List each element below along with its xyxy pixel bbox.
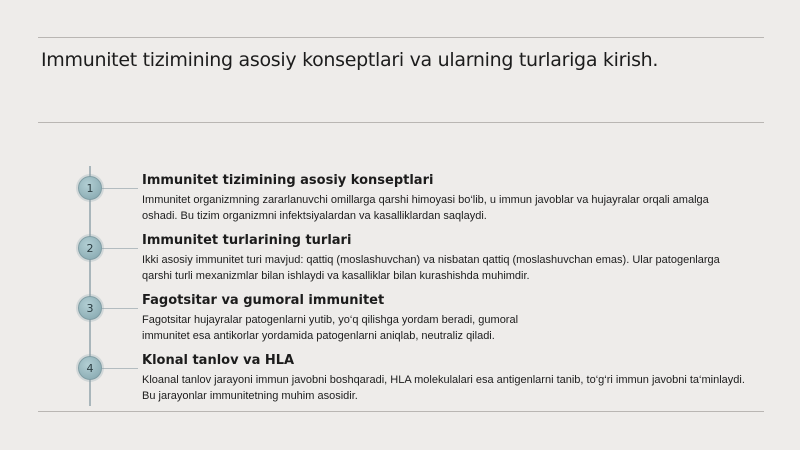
bottom-divider <box>38 411 764 412</box>
title-divider <box>38 122 764 123</box>
step-number-badge: 4 <box>78 356 102 380</box>
timeline-connector <box>102 308 138 309</box>
step-number-badge: 3 <box>78 296 102 320</box>
item-description-line: immunitet esa antikorlar yordamida patogenlarni aniqlab, neutraliz qiladi. <box>142 330 495 342</box>
item-title: Immunitet tizimining asosiy konseptlari <box>142 173 434 188</box>
step-number-badge: 2 <box>78 236 102 260</box>
timeline-connector <box>102 188 138 189</box>
timeline-connector <box>102 368 138 369</box>
item-title: Klonal tanlov va HLA <box>142 353 295 368</box>
item-title: Fagotsitar va gumoral immunitet <box>142 293 385 308</box>
step-number-badge: 1 <box>78 176 102 200</box>
timeline-item-2 <box>0 230 800 280</box>
item-description: Kloanal tanlov jarayoni immun javobni boshqaradi, HLA molekulalari esa antigenlarni tanib, to‘g‘ri immun javobni ta‘minlaydi. Bu jarayonlar immunitetning muhim asosidir. <box>142 374 745 402</box>
timeline-item-1 <box>0 170 800 220</box>
top-divider <box>38 37 764 38</box>
timeline-connector <box>102 248 138 249</box>
item-description-line: Fagotsitar hujayralar patogenlarni yutib, yo‘q qilishga yordam beradi, gumoral <box>142 314 519 326</box>
item-description: Immunitet organizmning zararlanuvchi omillarga qarshi himoyasi bo‘lib, u immun javoblar va hujayralar orqali amalga oshadi. Bu tizim organizmni infektsiyalardan va kasalliklardan saqlaydi. <box>142 194 709 222</box>
slide-title: Immunitet tizimining asosiy konseptlari va ularning turlariga kirish. <box>41 49 659 71</box>
item-description: Ikki asosiy immunitet turi mavjud: qattiq (moslashuvchan) va nisbatan qattiq (moslashuvchan emas). Ular patogenlarga qarshi turli mexanizmlar bilan ishlaydi va kasalliklar bilan kurashishda muhimdir. <box>142 254 720 282</box>
timeline-item-4 <box>0 350 800 400</box>
item-description <box>142 312 747 344</box>
item-title: Immunitet turlarining turlari <box>142 233 352 248</box>
timeline-item-3 <box>0 290 800 340</box>
